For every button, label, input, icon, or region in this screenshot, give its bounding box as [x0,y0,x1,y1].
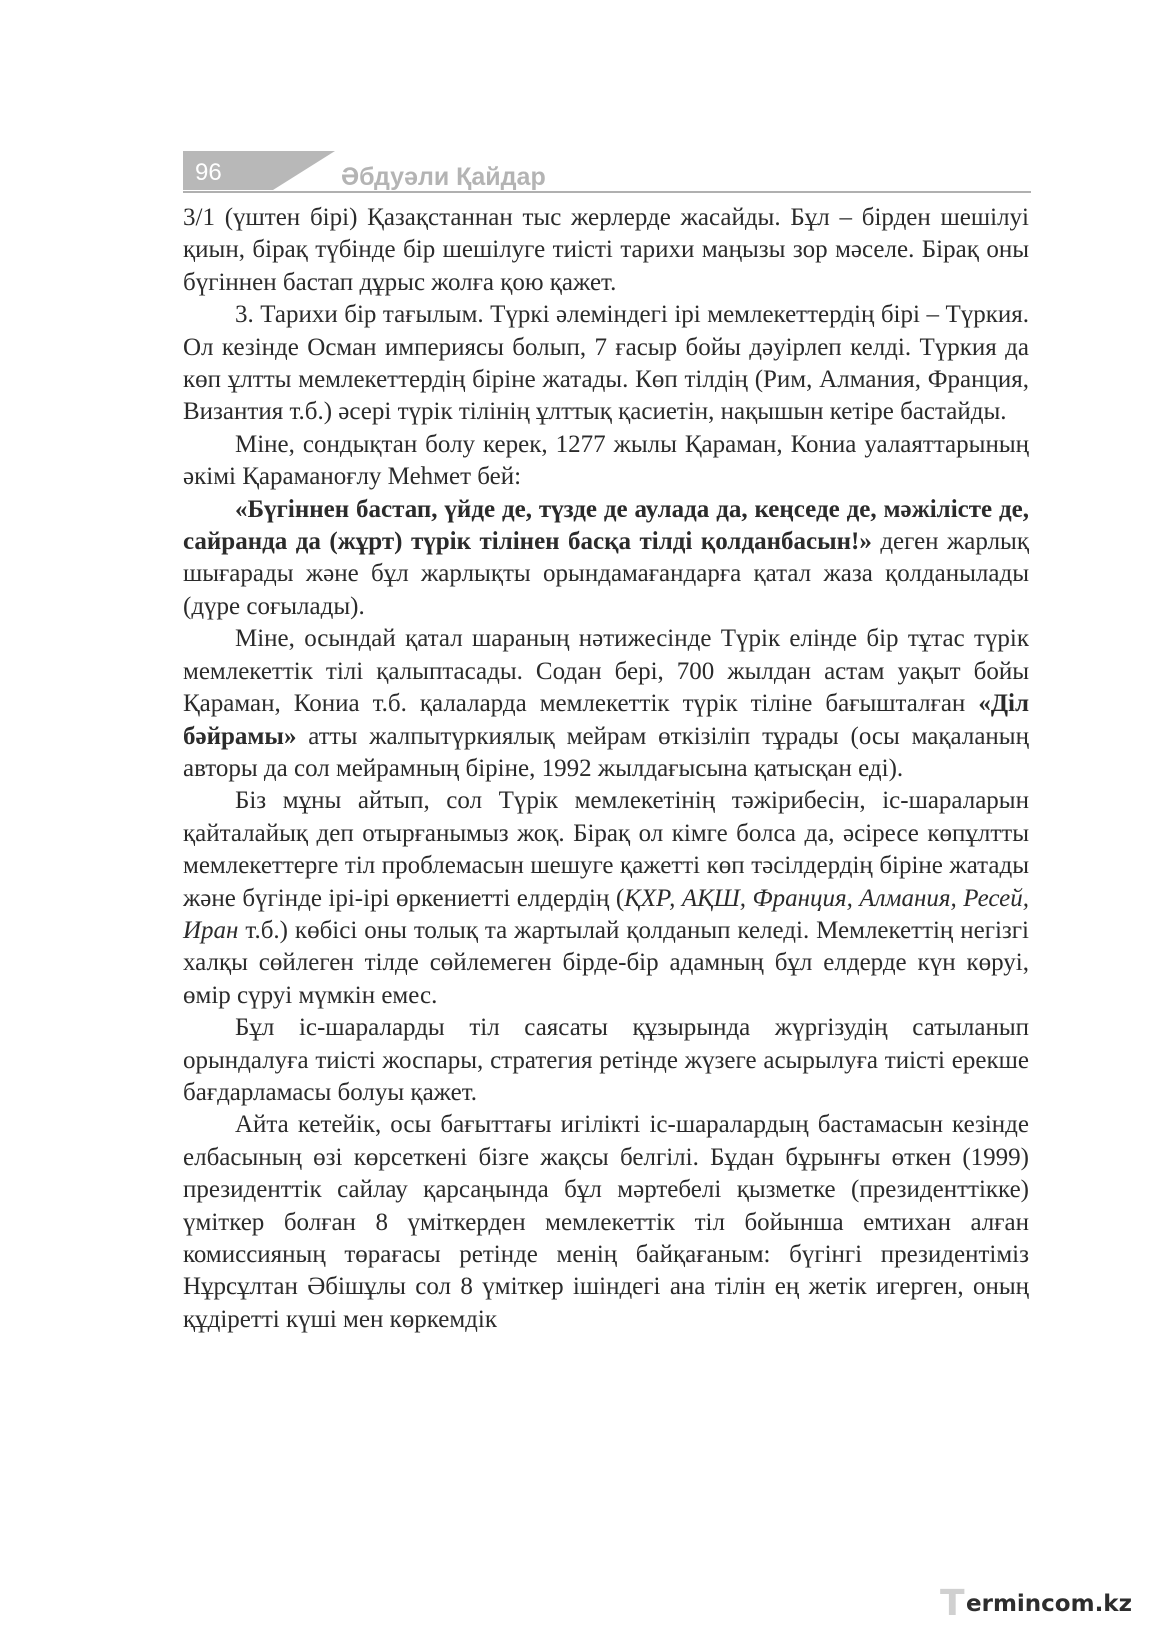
paragraph-5 [183,623,1029,785]
watermark-logo [940,1583,1140,1623]
festival-name: «Діл бәйрамы» [183,690,1029,750]
paragraph-6 [183,785,1029,1012]
paragraph-7: Бұл іс-шараларды тіл саясаты құзырында жүргізудің сатыланып орындалуға тиісті жоспары, стратегия ретінде жүзеге асырылуға тиісті ерекше бағдарламасы болуы қажет. [183,1014,1029,1106]
header-rule [183,191,1031,193]
paragraph-5-end: атты жалпытүркиялық мейрам өткізіліп тұрады (осы мақаланың авторы да сол мейрамның біріне, 1992 жылдағысына қатысқан еді). [183,722,1029,782]
page-number: 96 [195,159,222,186]
watermark-text: ermincom.kz [966,1591,1132,1617]
paragraph-6-end: т.б.) көбісі оны толық та жартылай қолданып келеді. Мемлекеттің негізгі халқы сөйлеген тілде сөйлемеген бірде-бір адамның бұл елдерде күн көруі, өмір сүруі мүмкін емес. [183,916,1029,1009]
country-list: ҚХР, АҚШ, Франция, Алмания, Ресей, Иран [183,884,1030,944]
body-text [183,202,1029,1336]
decree-quote: «Бүгіннен бастап, үйде де, түзде де аулада да, кеңседе де, мәжілісте де, сайранда да (жұрт) түрік тілінен басқа тілді қолданбасын!» [183,495,1029,556]
running-head-author: Әбдуәли Қайдар [341,163,546,191]
watermark-t-icon: T [940,1583,965,1624]
paragraph-3: Міне, сондықтан болу керек, 1277 жылы Қараман, Кониа уалаяттарының әкімі Қараманоғлу Меһмет бей: [183,430,1029,491]
paragraph-1: 3/1 (үштен бірі) Қазақстаннан тыс жерлерде жасайды. Бұл – бірден шешілуі қиын, бірақ түбінде бір шешілуге тиісті тарихи маңызы зор мәселе. Бірақ оны бүгіннен бастап дұрыс жолға қою қажет. [183,204,1029,296]
paragraph-5-start: Міне, осындай қатал шараның нәтижесінде Түрік елінде бір тұтас түрік мемлекеттік тілі қалыптасады. Содан бері, 700 жылдан астам уақыт бойы Қараман, Кониа т.б. қалаларда мемлекеттік түрік тіліне бағышталған [183,625,1029,718]
paragraph-4-rest: деген жарлық шығарады және бұл жарлықты орындамағандарға қатал жаза қолданылады (дүре соғылады). [183,528,1029,620]
paragraph-4 [183,494,1029,624]
page-number-tab [183,151,273,190]
paragraph-8: Айта кетейік, осы бағыттағы игілікті іс-шаралардың бастамасын кезінде елбасының өзі көрсеткені бізге жақсы белгілі. Бұдан бұрынғы өткен (1999) президенттік сайлау қарсаңында бұл мәртебелі қызметке (президенттікке) үміткер болған 8 үміткерден мемлекеттік тіл бойынша емтихан алған комиссияның төрағасы ретінде менің байқағаным: бүгінгі президентіміз Нұрсұлтан Әбішұлы сол 8 үміткер ішіндегі ана тілін ең жетік игерген, оның құдіретті күші мен көркемдік [183,1111,1029,1333]
paragraph-2: 3. Тарихи бір тағылым. Түркі әлеміндегі ірі мемлекеттердің бірі – Түркия. Ол кезінде Осман империясы болып, 7 ғасыр бойы дәуірлеп келді. Түркия да көп ұлтты мемлекеттердің біріне жатады. Көп тілдің (Рим, Алмания, Франция, Византия т.б.) әсері түрік тілінің ұлттық қасиетін, нақышын кетіре бастайды. [183,301,1029,426]
paragraph-6-start: Біз мұны айтып, сол Түрік мемлекетінің тәжірибесін, іс-шараларын қайталайық деп отырғанымыз жоқ. Бірақ ол кімге болса да, әсіресе көпұлтты мемлекеттерге тіл проблемасын шешуге қажетті көп тәсілдердің біріне жатады және бүгінде ірі-ірі өркениетті елдердің ( [183,787,1029,912]
page-header [183,146,1031,196]
